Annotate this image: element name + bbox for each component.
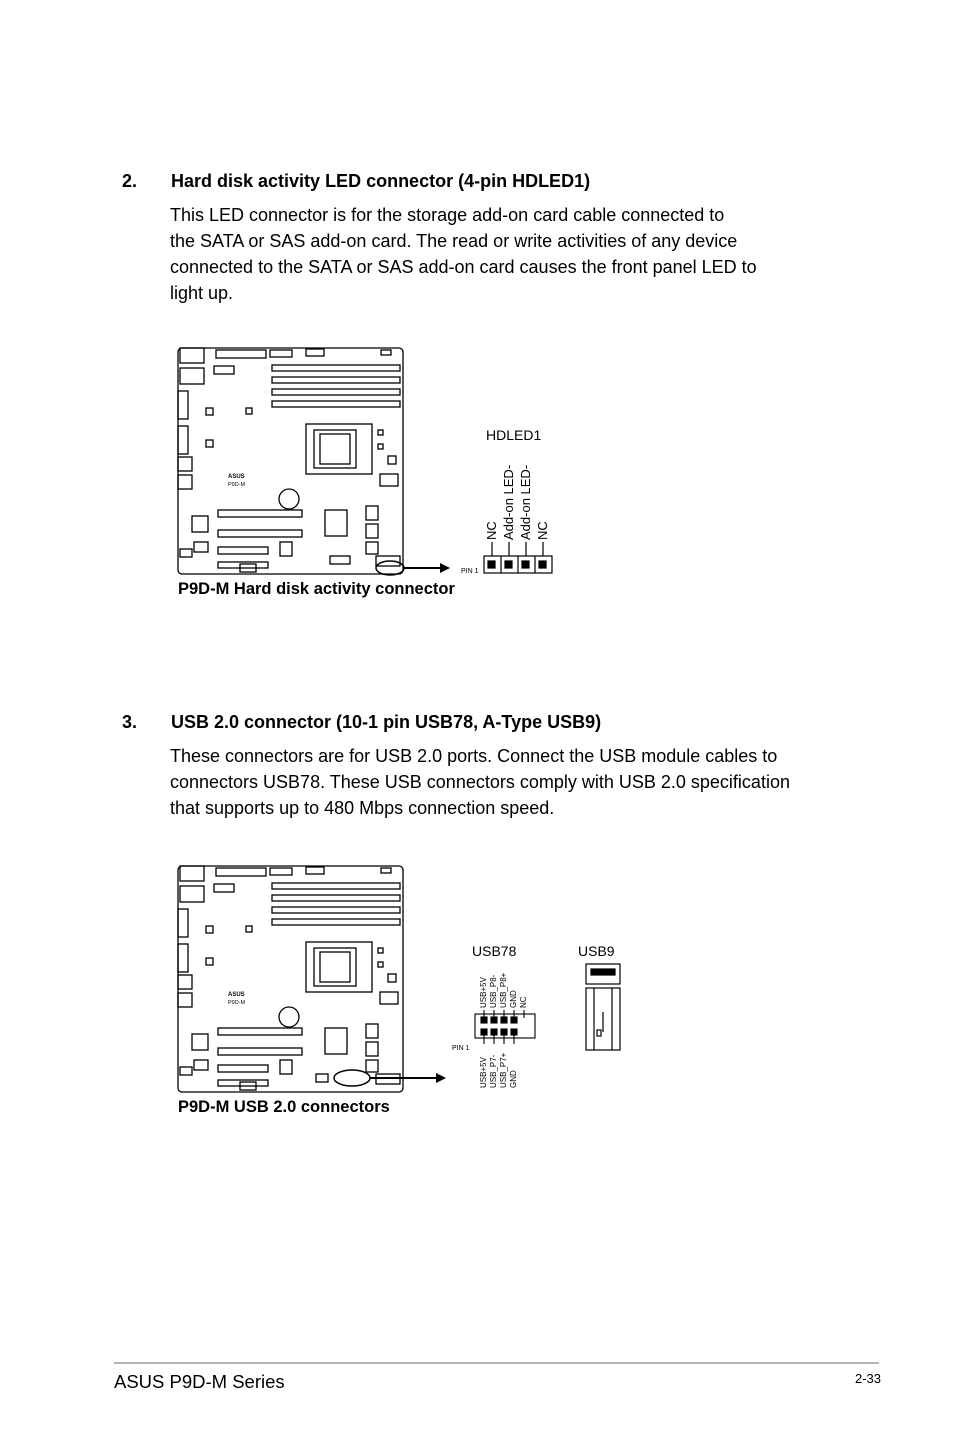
usb9-title: USB9 — [578, 943, 615, 959]
pin-label: Add-on LED- — [501, 464, 516, 540]
pin-labels — [484, 465, 550, 540]
usb78-title: USB78 — [472, 943, 517, 959]
usb78-bottom-pin-labels — [479, 1052, 518, 1088]
connector-title: HDLED1 — [486, 427, 542, 443]
usb9-connector — [586, 964, 620, 1050]
motherboard-outline — [178, 866, 403, 1092]
pin-label: USB_P8- — [489, 974, 498, 1008]
pin1-label: PIN 1 — [452, 1045, 470, 1052]
figure-caption-usb: P9D-M USB 2.0 connectors — [178, 1098, 390, 1116]
footer-title: ASUS P9D-M Series — [114, 1371, 285, 1392]
usb-diagram — [170, 862, 640, 1098]
body-line: This LED connector is for the storage add-on card cable connected to — [170, 205, 725, 225]
pointer-arrow-head — [436, 1073, 446, 1083]
pointer-arrow-head — [440, 563, 450, 573]
pin-label: USB_P7+ — [499, 1052, 508, 1088]
hdled-diagram — [170, 344, 570, 584]
pin-label: Add-on LED- — [518, 464, 533, 540]
body-line: connectors USB78. These USB connectors comply with USB 2.0 specification — [170, 772, 790, 792]
board-label: P9D-M — [228, 1000, 246, 1006]
pin1-label: PIN 1 — [461, 568, 479, 575]
pin-label: USB_P8+ — [499, 972, 508, 1008]
section-3-title: USB 2.0 connector (10-1 pin USB78, A-Type USB9) — [171, 712, 602, 732]
usb78-top-pin-labels — [479, 972, 528, 1008]
motherboard-outline — [178, 348, 403, 574]
section-2-number: 2. — [122, 171, 138, 191]
section-2-title: Hard disk activity LED connector (4-pin HDLED1) — [171, 171, 591, 191]
usb78-highlight — [334, 1070, 370, 1086]
hdled-connector — [484, 542, 552, 573]
pin-label: NC — [519, 996, 528, 1008]
section-3-number: 3. — [122, 712, 138, 732]
body-line: the SATA or SAS add-on card. The read or write activities of any device — [170, 231, 738, 251]
pin-label: GND — [509, 1070, 518, 1088]
page-number: 2-33 — [855, 1371, 882, 1386]
brand-logo: ASUS — [228, 992, 245, 998]
footer-divider — [114, 1362, 879, 1364]
usb78-connector — [475, 1010, 535, 1044]
pin-label: USB+5V — [479, 977, 488, 1008]
body-line: connected to the SATA or SAS add-on card causes the front panel LED to — [170, 257, 757, 277]
pin-label: GND — [509, 990, 518, 1008]
pin-label: USB_P7- — [489, 1054, 498, 1088]
board-label: P9D-M — [228, 482, 246, 488]
pin-label: NC — [484, 521, 499, 540]
body-line: These connectors are for USB 2.0 ports. Connect the USB module cables to — [170, 746, 778, 766]
figure-caption-hdled: P9D-M Hard disk activity connector — [178, 580, 455, 598]
hdled-highlight — [376, 561, 404, 575]
body-line: that supports up to 480 Mbps connection speed. — [170, 798, 555, 818]
body-line: light up. — [170, 283, 234, 303]
pin-label: USB+5V — [479, 1057, 488, 1088]
pin-label: NC — [535, 521, 550, 540]
section-3-body — [170, 743, 850, 821]
brand-logo: ASUS — [228, 474, 245, 480]
section-2-body — [170, 202, 850, 306]
